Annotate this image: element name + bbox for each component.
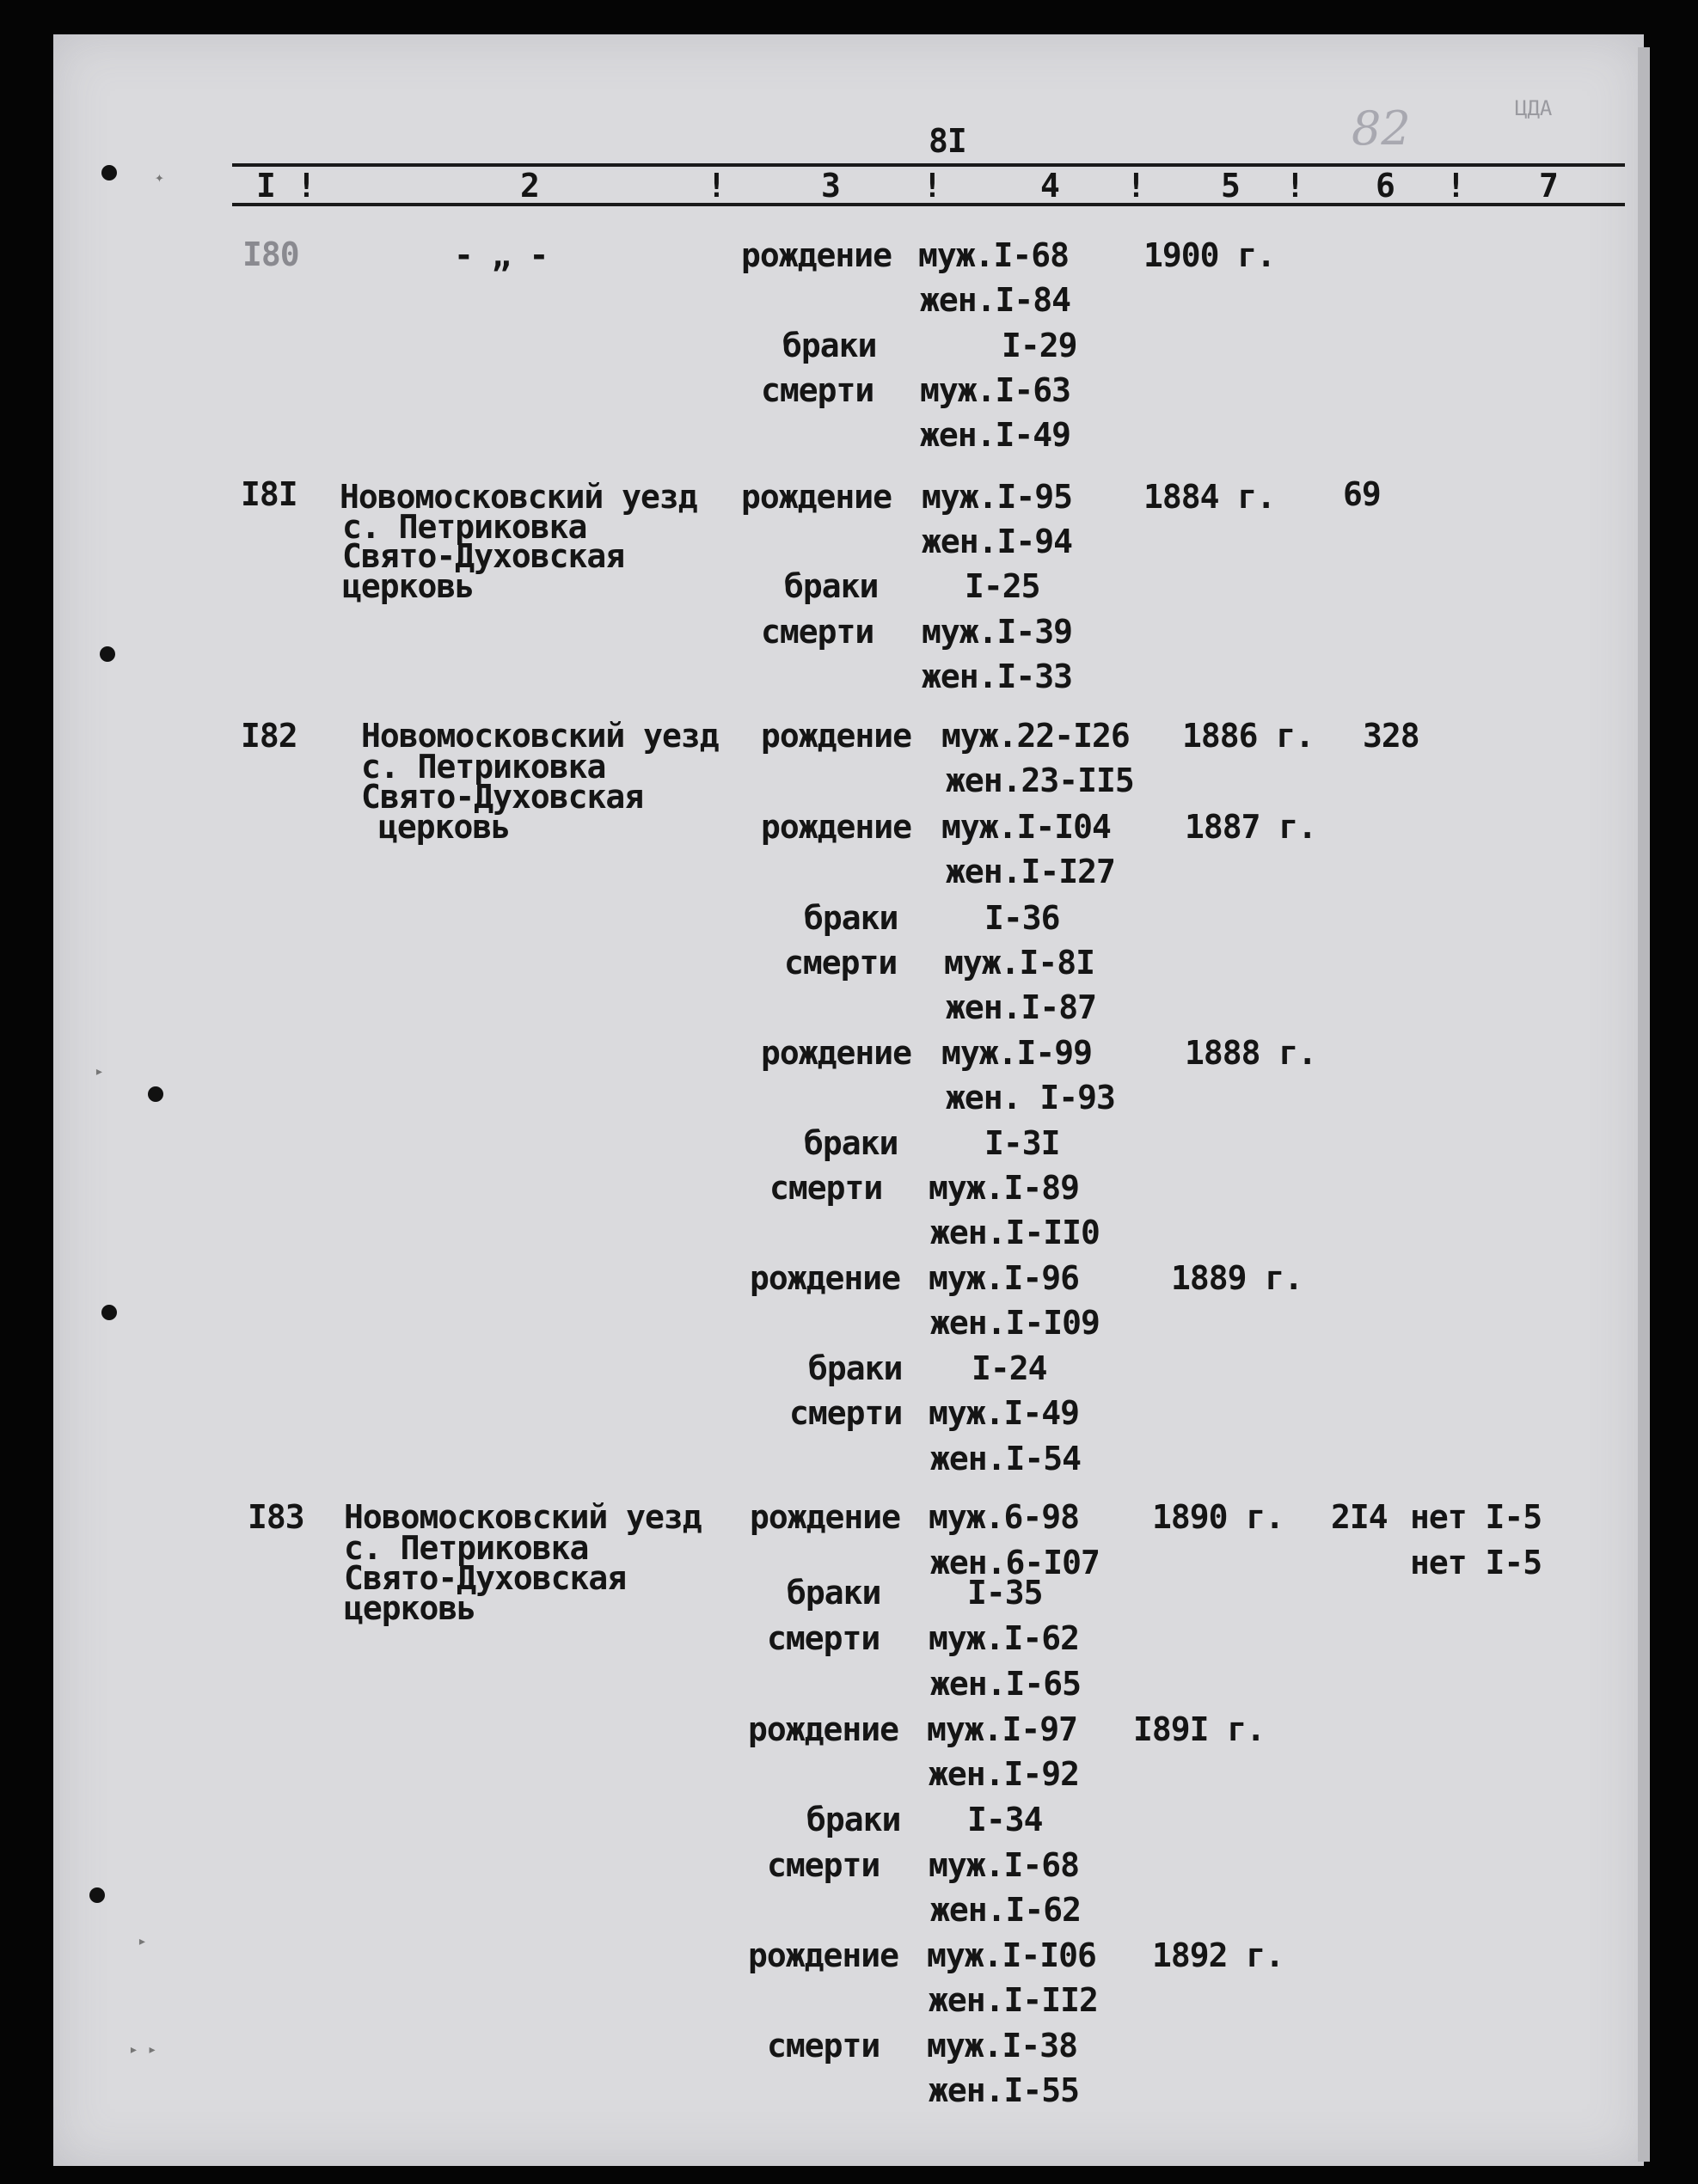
column-header-7: 7 [1539, 167, 1559, 205]
location-line: - „ - [454, 236, 549, 274]
record-count: муж.I-99 [941, 1034, 1093, 1072]
sheet-count: 2I4 [1331, 1498, 1388, 1536]
record-count: муж.I-I06 [927, 1936, 1096, 1974]
binding-hole [100, 646, 115, 662]
binding-hole [101, 1305, 117, 1320]
column-separator: ! [1446, 167, 1466, 205]
record-number: I80 [242, 236, 299, 273]
record-number: I83 [248, 1498, 304, 1536]
location-line: Свято-Духовская [342, 537, 625, 575]
record-count: I-24 [972, 1349, 1047, 1387]
event-type: рождение [748, 1936, 899, 1974]
margin-mark: ▸ [138, 1932, 147, 1950]
margin-mark: ✦ [155, 168, 164, 187]
event-type: смерти [767, 1619, 880, 1657]
event-type: браки [784, 567, 879, 605]
record-count: муж.I-62 [929, 1619, 1080, 1657]
record-year: 1890 г. [1152, 1498, 1284, 1536]
column-header-2: 2 [520, 167, 540, 205]
record-count: муж.I-8I [944, 944, 1095, 982]
event-type: смерти [789, 1394, 903, 1432]
column-separator: ! [1285, 167, 1305, 205]
record-count: I-36 [984, 899, 1060, 937]
location-line: Свято-Духовская [344, 1559, 627, 1597]
record-count: муж.I-I04 [941, 808, 1111, 846]
event-type: рождение [750, 1259, 901, 1297]
corner-stamp: ЦДА [1515, 96, 1553, 120]
location-line: Свято-Духовская [361, 778, 644, 816]
sheet-count: 328 [1363, 717, 1419, 755]
record-count: I-25 [965, 567, 1040, 605]
record-year: I89I г. [1133, 1710, 1266, 1748]
record-count: жен.I-92 [929, 1755, 1080, 1793]
record-count: I-34 [967, 1801, 1043, 1838]
location-line: церковь [344, 1589, 476, 1627]
record-count: муж.6-98 [929, 1498, 1080, 1536]
note: нет I-5 [1410, 1498, 1542, 1536]
event-type: браки [804, 1124, 898, 1162]
column-header-6: 6 [1376, 167, 1395, 205]
location-line: Новомосковский уезд [340, 478, 697, 516]
record-count: жен.I-87 [946, 988, 1097, 1026]
page-number: 8I [929, 122, 966, 160]
location-line: с. Петриковка [342, 508, 587, 546]
event-type: смерти [784, 944, 898, 982]
record-count: жен.I-94 [922, 523, 1073, 560]
record-count: I-35 [967, 1574, 1043, 1612]
event-type: браки [806, 1801, 901, 1838]
record-year: 1892 г. [1152, 1936, 1284, 1974]
location-line: с. Петриковка [361, 748, 606, 786]
location-line: Новомосковский уезд [361, 717, 719, 755]
record-number: I8I [241, 475, 297, 513]
record-count: муж.I-97 [927, 1710, 1078, 1748]
record-count: муж.I-95 [922, 478, 1073, 516]
record-count: I-29 [1002, 327, 1077, 364]
record-count: жен.I-33 [922, 658, 1073, 695]
column-header-1: I [256, 167, 276, 205]
event-type: рождение [761, 1034, 912, 1072]
record-count: муж.I-96 [929, 1259, 1080, 1297]
event-type: смерти [767, 2027, 880, 2065]
record-count: муж.22-I26 [941, 717, 1130, 755]
record-count: муж.I-68 [929, 1846, 1080, 1884]
column-header-4: 4 [1040, 167, 1060, 205]
column-separator: ! [923, 167, 942, 205]
event-type: рождение [741, 478, 892, 516]
event-type: рождение [750, 1498, 901, 1536]
column-separator: ! [707, 167, 726, 205]
record-count: жен.I-54 [930, 1440, 1082, 1477]
note: нет I-5 [1410, 1544, 1542, 1581]
record-year: 1886 г. [1182, 717, 1315, 755]
record-count: жен.I-55 [929, 2071, 1080, 2109]
location-line: Новомосковский уезд [344, 1498, 702, 1536]
record-count: жен.I-65 [930, 1665, 1082, 1703]
binding-hole [148, 1086, 163, 1102]
binding-hole [89, 1887, 105, 1903]
event-type: смерти [761, 613, 874, 651]
event-type: смерти [761, 371, 874, 409]
record-count: жен.I-62 [930, 1891, 1082, 1929]
event-type: браки [782, 327, 877, 364]
margin-mark: ▸ ▸ [129, 2040, 157, 2059]
event-type: рождение [741, 236, 892, 274]
record-count: муж.I-63 [920, 371, 1071, 409]
binding-hole [101, 165, 117, 180]
record-year: 1884 г. [1143, 478, 1276, 516]
handwritten-page-number: 82 [1352, 101, 1411, 156]
column-header-5: 5 [1221, 167, 1241, 205]
record-count: жен.I-I27 [946, 853, 1115, 890]
event-type: смерти [769, 1169, 883, 1207]
record-count: муж.I-49 [929, 1394, 1080, 1432]
column-separator: ! [297, 167, 316, 205]
record-year: 1887 г. [1185, 808, 1317, 846]
record-year: 1900 г. [1143, 236, 1276, 274]
record-count: жен. I-93 [946, 1079, 1115, 1116]
location-line: церковь [342, 567, 475, 605]
event-type: рождение [761, 717, 912, 755]
record-count: жен.I-II2 [929, 1981, 1098, 2019]
record-year: 1888 г. [1185, 1034, 1317, 1072]
event-type: браки [804, 899, 898, 937]
column-header-3: 3 [821, 167, 841, 205]
record-count: жен.23-II5 [946, 762, 1134, 799]
event-type: смерти [767, 1846, 880, 1884]
event-type: браки [787, 1574, 881, 1612]
record-count: I-3I [984, 1124, 1060, 1162]
location-line: церковь [378, 808, 511, 846]
record-count: муж.I-38 [927, 2027, 1078, 2065]
event-type: рождение [761, 808, 912, 846]
margin-mark: ▸ [95, 1062, 104, 1080]
record-count: муж.I-39 [922, 613, 1073, 651]
record-number: I82 [241, 717, 297, 755]
column-separator: ! [1126, 167, 1146, 205]
sheet-edge [1638, 47, 1650, 2162]
sheet-count: 69 [1343, 475, 1381, 513]
record-count: муж.I-68 [918, 236, 1070, 274]
record-year: 1889 г. [1171, 1259, 1303, 1297]
record-count: муж.I-89 [929, 1169, 1080, 1207]
record-count: жен.I-84 [920, 281, 1071, 319]
record-count: жен.I-49 [920, 416, 1071, 454]
record-count: жен.I-II0 [930, 1214, 1100, 1251]
location-line: с. Петриковка [344, 1529, 589, 1567]
event-type: рождение [748, 1710, 899, 1748]
record-count: жен.I-I09 [930, 1304, 1100, 1342]
record-count: жен.6-I07 [930, 1544, 1100, 1581]
event-type: браки [808, 1349, 903, 1387]
